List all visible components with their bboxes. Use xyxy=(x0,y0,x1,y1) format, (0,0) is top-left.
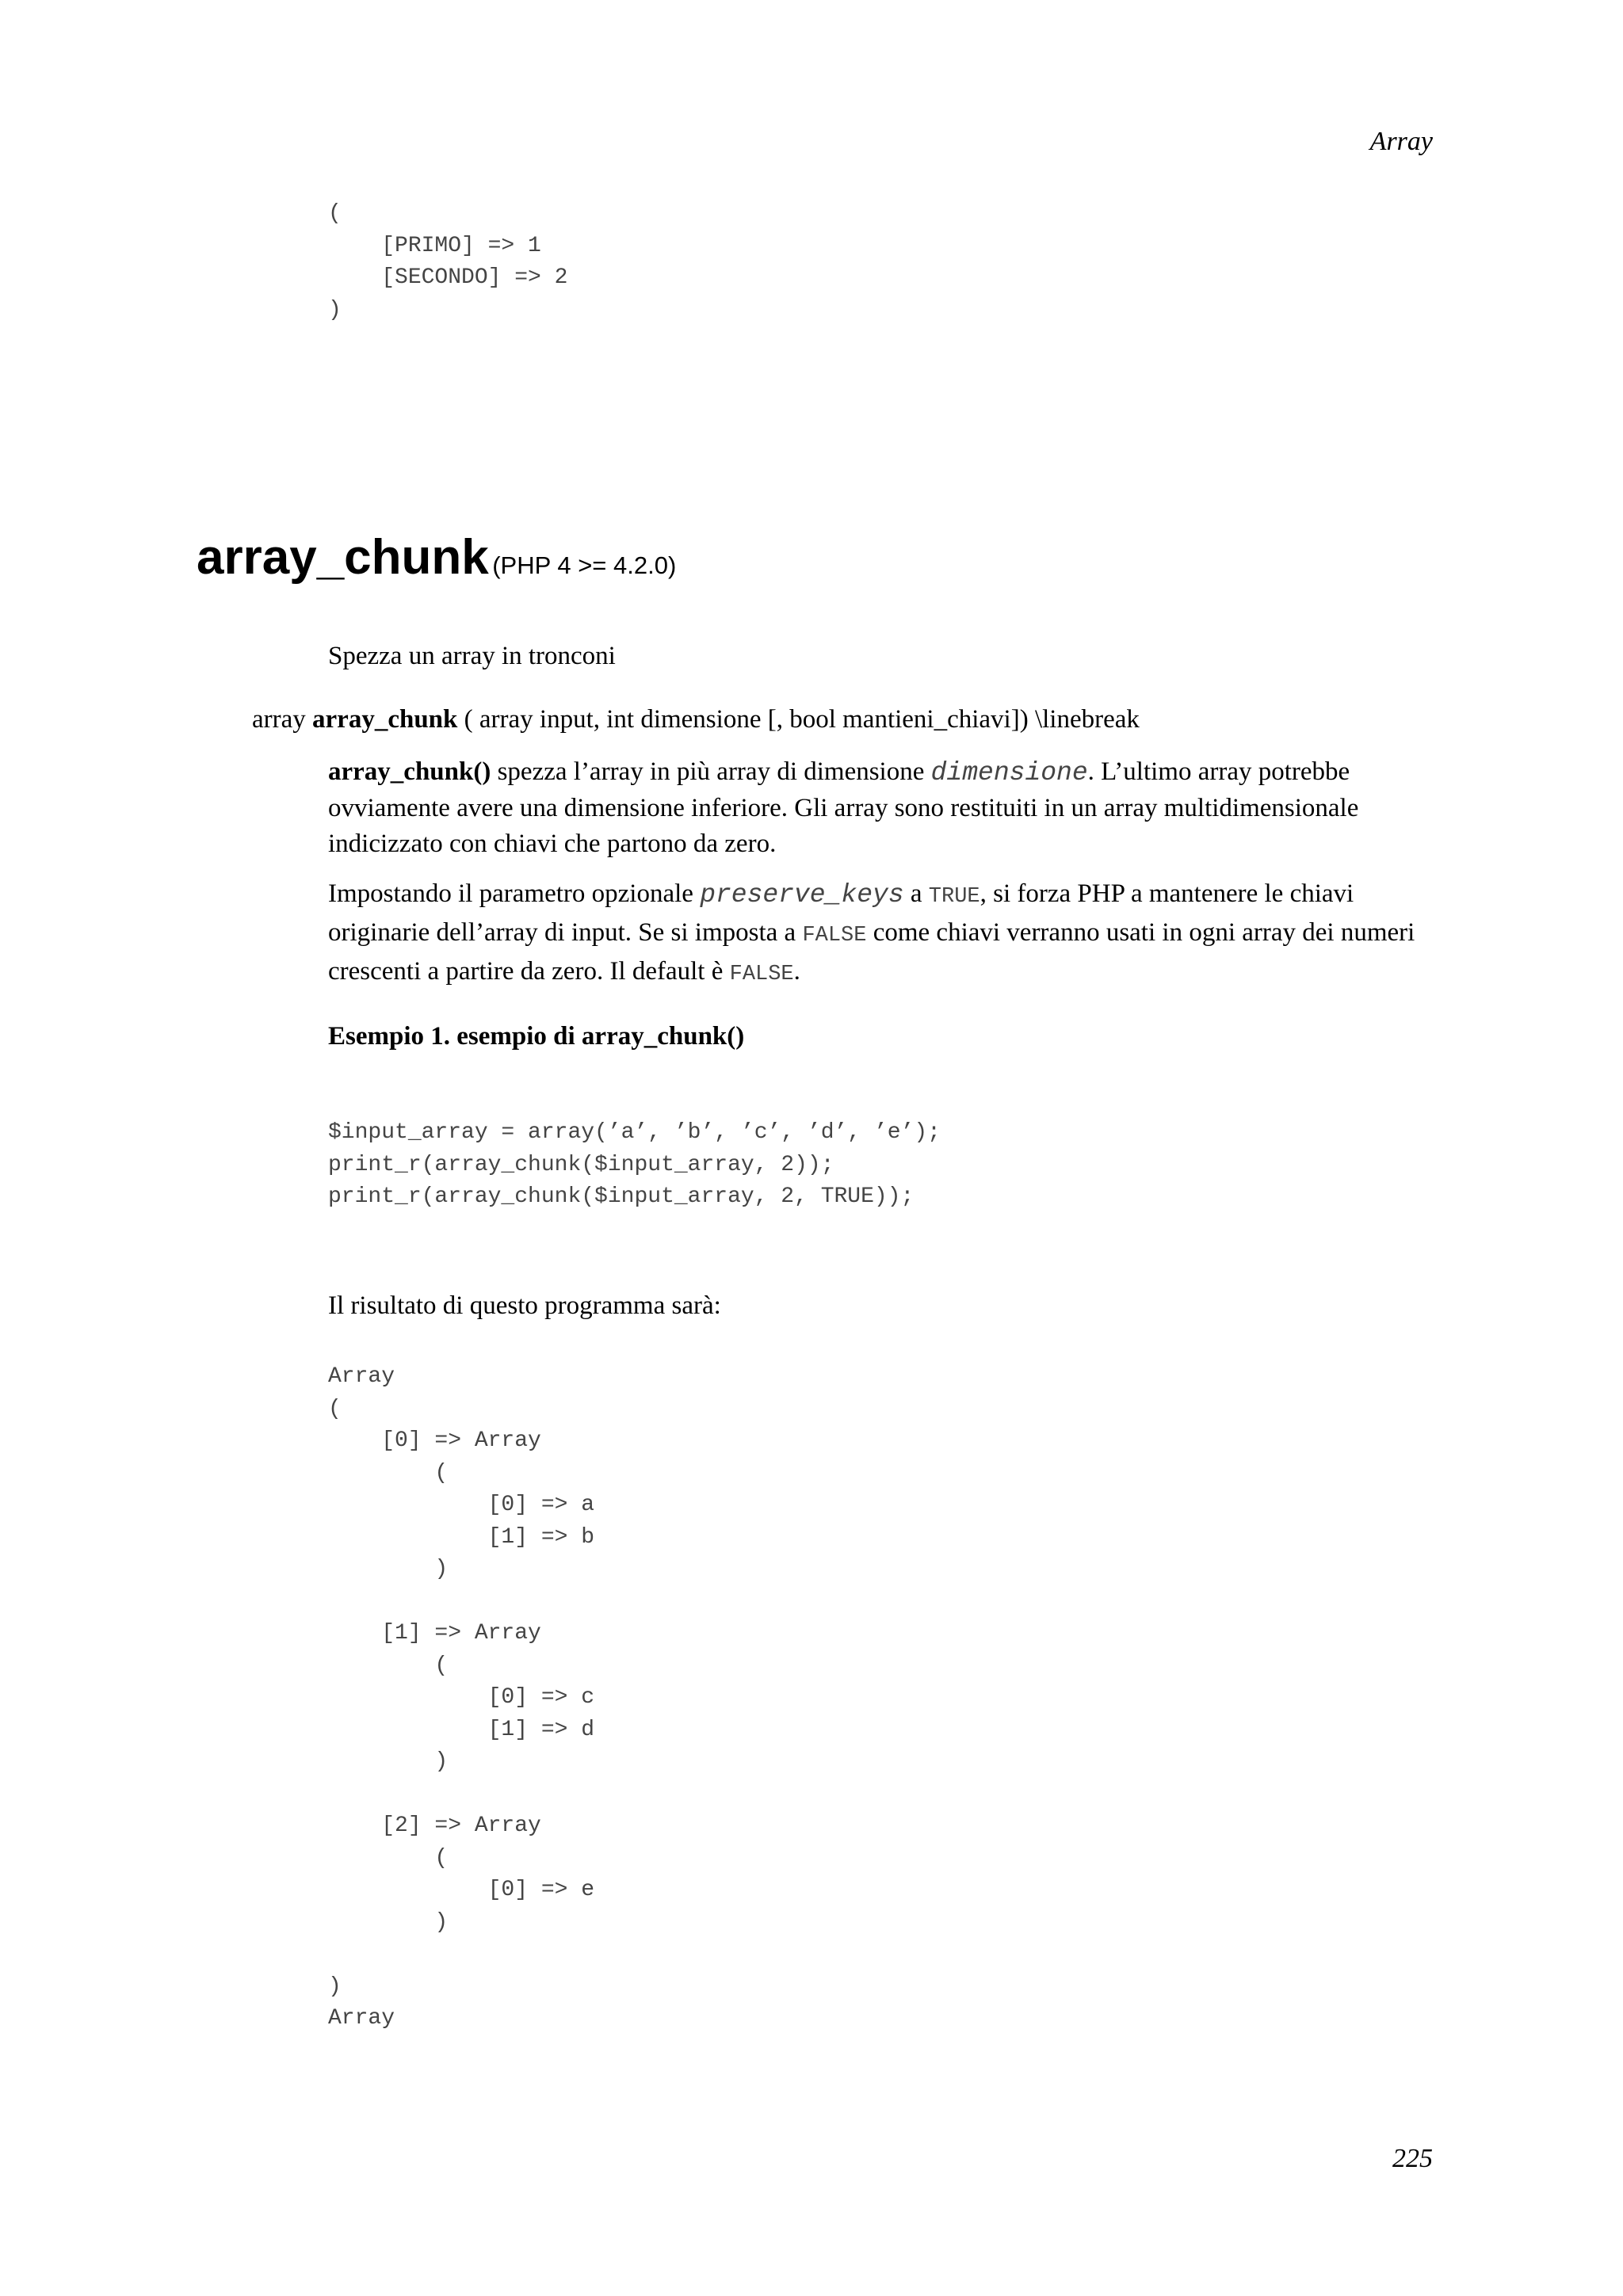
paragraph-text: , si forza PHP a mantenere le chiavi originarie dell’array di input. Se si imposta a xyxy=(328,879,1354,947)
constant-true: TRUE xyxy=(928,885,980,909)
function-synopsis xyxy=(252,705,1140,734)
parameter-name: preserve_keys xyxy=(700,880,904,910)
description-paragraph xyxy=(328,754,1438,862)
code-block-previous-output: ( [PRIMO] => 1 [SECONDO] => 2 ) xyxy=(328,201,568,322)
function-heading xyxy=(197,529,676,585)
constant-false: FALSE xyxy=(802,924,867,948)
preserve-keys-paragraph xyxy=(328,876,1438,993)
paragraph-text: Impostando il parametro opzionale xyxy=(328,879,701,908)
example-title: Esempio 1. esempio di array_chunk() xyxy=(328,1022,745,1051)
synopsis-function-name: array_chunk xyxy=(312,705,458,734)
paragraph-text: . L’ultimo array potrebbe ovviamente avere una dimensione inferiore. Gli array sono restituiti in un array multidimensionale indicizzato con chiavi che partono da zero. xyxy=(328,757,1359,858)
page-number: 225 xyxy=(1392,2144,1433,2173)
paragraph-text: a xyxy=(903,879,929,908)
output-code-block: Array ( [0] => Array ( [0] => a [1] => b ) [1] => Array ( [0] => c [1] => d ) [2] => Array ( [0] => e ) ) Array xyxy=(328,1364,595,2031)
paragraph-text: . xyxy=(793,957,800,986)
synopsis-params: ( array input, int dimensione [, bool mantieni_chiavi]) \linebreak xyxy=(457,705,1140,734)
function-name: array_chunk xyxy=(197,530,489,585)
function-version: (PHP 4 >= 4.2.0) xyxy=(492,551,677,579)
paragraph-text: spezza l’array in più array di dimensione xyxy=(491,757,931,786)
constant-default: FALSE xyxy=(729,963,794,986)
example-code-block: $input_array = array(’a’, ’b’, ’c’, ’d’, ’e’); print_r(array_chunk($input_array, 2)); print_r(array_chunk($input_array, 2, TRUE)); xyxy=(328,1120,941,1209)
function-summary: Spezza un array in tronconi xyxy=(328,642,616,670)
paragraph-text: come chiavi verranno usati in ogni array dei numeri crescenti a partire da zero. Il default è xyxy=(328,918,1415,986)
running-header: Array xyxy=(1369,127,1433,156)
parameter-name: dimensione xyxy=(930,758,1088,788)
function-reference: array_chunk() xyxy=(328,757,491,786)
result-label: Il risultato di questo programma sarà: xyxy=(328,1291,721,1320)
synopsis-return-type: array xyxy=(252,705,306,734)
